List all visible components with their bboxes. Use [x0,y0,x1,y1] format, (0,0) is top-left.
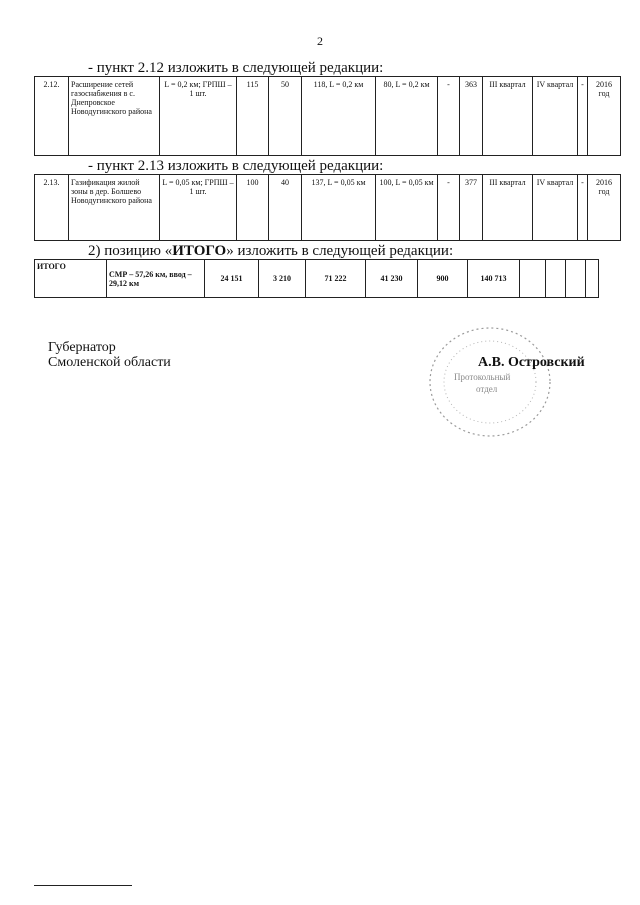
cell-start-date: III квартал [483,77,533,156]
cell-value: 80, L = 0,2 км [376,77,438,156]
cell-year: 2016 год [588,175,621,241]
cell-value: 137, L = 0,05 км [302,175,376,241]
cell-end-date: IV квартал [533,175,578,241]
table-item-2-13 [34,174,621,241]
cell-value: - [578,175,588,241]
position-line-2: Смоленской области [48,355,171,370]
cell-value: 100, L = 0,05 км [376,175,438,241]
cell-total-value: 3 210 [259,260,306,298]
page-number: 2 [317,34,323,48]
cell-value: 115 [237,77,269,156]
stamp-text-line-2: отдел [476,384,498,394]
heading-bold-itogo: ИТОГО [172,243,227,259]
cell-capacity: L = 0,2 км; ГРПШ – 1 шт. [160,77,237,156]
cell-start-date: III квартал [483,175,533,241]
cell-total-value: 900 [418,260,468,298]
amendment-heading-2-12: - пункт 2.12 изложить в следующей редакции: [88,60,384,76]
cell-number: 2.12. [35,77,69,156]
amendment-heading-2-13: - пункт 2.13 изложить в следующей редакции: [88,158,384,174]
cell-value: 377 [460,175,483,241]
cell-object-name: Расширение сетей газоснабжения в с. Днепровское Новодугинского района [69,77,160,156]
seal-stamp [424,322,556,442]
cell-value: 118, L = 0,2 км [302,77,376,156]
cell-total-value: 24 151 [205,260,259,298]
cell-value: - [438,175,460,241]
table-row [35,260,599,298]
stamp-text-line-1: Протокольный [454,372,511,382]
table-itogo [34,259,599,298]
cell-value: 40 [269,175,302,241]
cell-capacity: L = 0,05 км; ГРПШ – 1 шт. [160,175,237,241]
cell-total-label: ИТОГО [35,260,107,298]
cell-number: 2.13. [35,175,69,241]
heading-suffix: » изложить в следующей редакции: [226,243,454,259]
cell-empty [520,260,546,298]
footnote-divider [34,885,132,886]
signatory-position [48,340,171,370]
cell-value: - [578,77,588,156]
cell-value: 363 [460,77,483,156]
cell-value: 100 [237,175,269,241]
cell-end-date: IV квартал [533,77,578,156]
amendment-heading-itogo [88,243,453,259]
cell-total-length: СМР – 57,26 км, ввод – 29,12 км [107,260,205,298]
cell-year: 2016 год [588,77,621,156]
cell-value: - [438,77,460,156]
cell-empty [586,260,599,298]
cell-object-name: Газификация жилой зоны в дер. Болшево Новодугинского района [69,175,160,241]
heading-prefix: 2) позицию « [88,243,173,259]
cell-total-value: 71 222 [306,260,366,298]
cell-empty [546,260,566,298]
signatory-name: А.В. Островский [478,355,585,370]
cell-total-value: 41 230 [366,260,418,298]
table-row [35,77,621,156]
table-item-2-12 [34,76,621,156]
cell-total-value: 140 713 [468,260,520,298]
cell-value: 50 [269,77,302,156]
position-line-1: Губернатор [48,340,116,355]
cell-empty [566,260,586,298]
table-row [35,175,621,241]
